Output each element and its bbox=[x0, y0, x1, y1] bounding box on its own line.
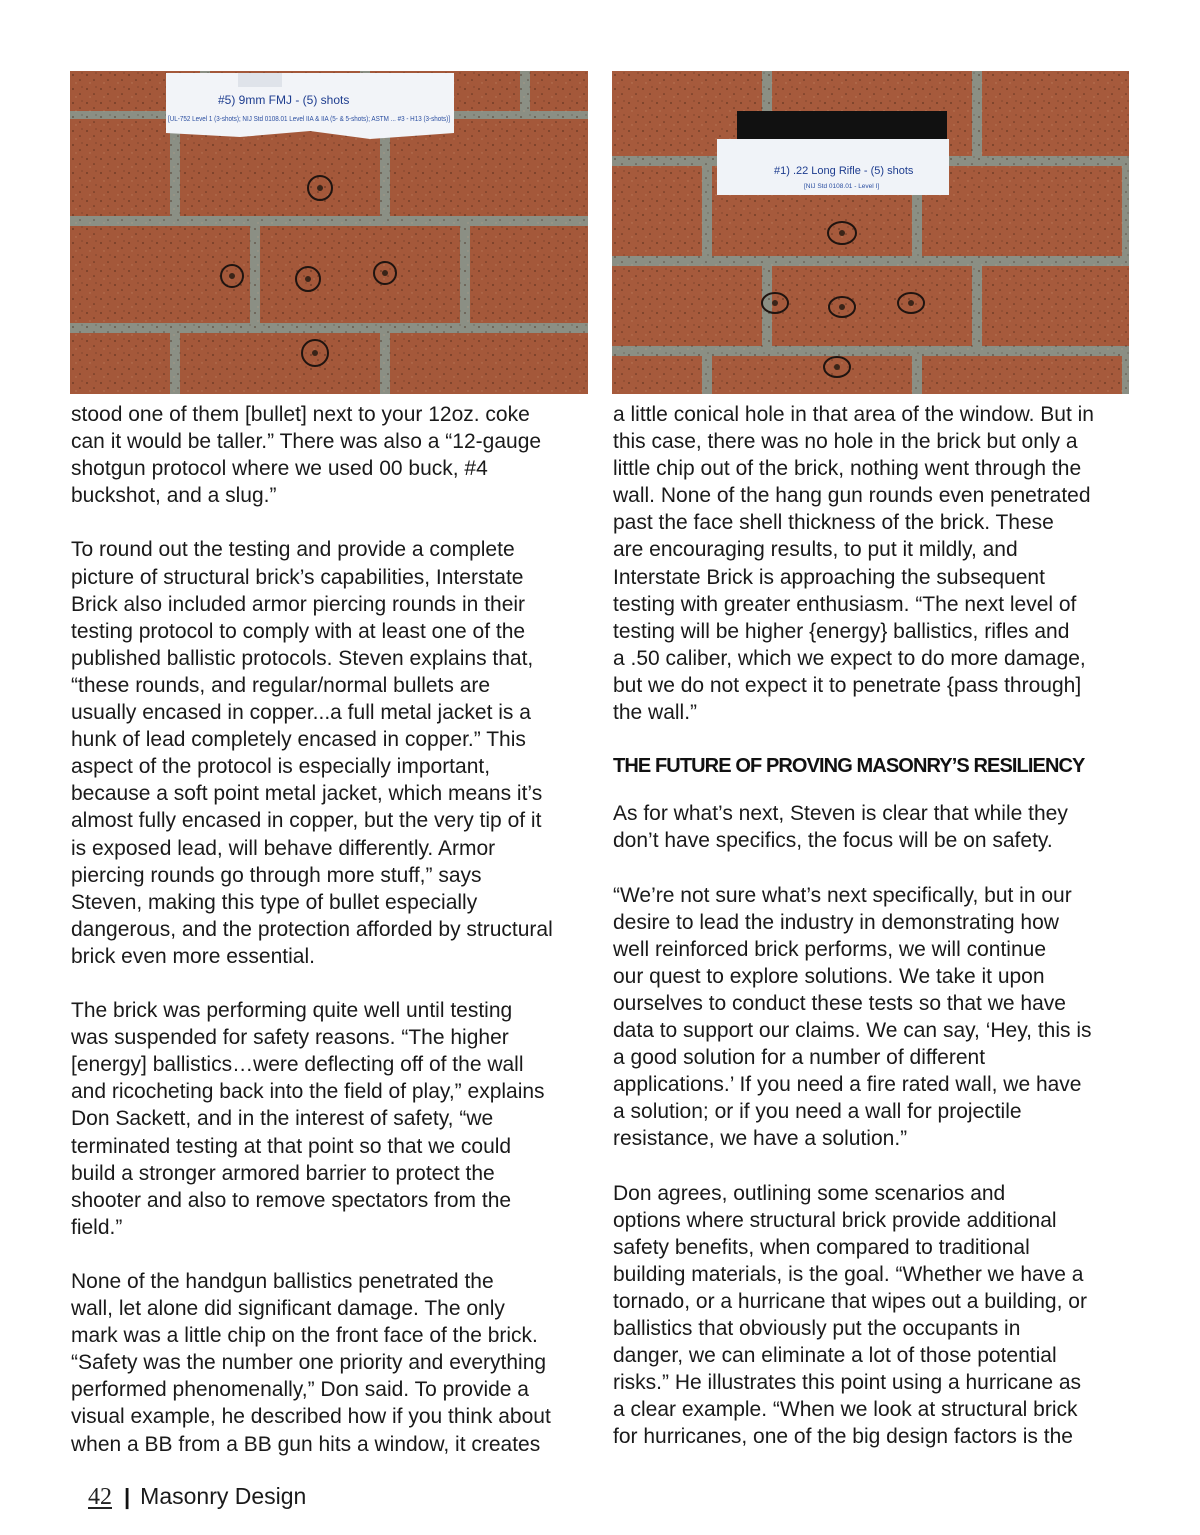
photo-brick-wall-22lr bbox=[612, 71, 1129, 394]
test-label bbox=[717, 111, 949, 195]
paragraph: To round out the testing and provide a complete picture of structural brick’s capabilities, Interstate Brick also included armor piercing rounds in their testing protocol to comply with at least one of the published ballistic protocols. Steven explains that, “these rounds, and regular/normal bullets are usually encased in copper...a full metal jacket is a hunk of lead completely encased in copper.” This aspect of the protocol is especially important, because a soft point metal jacket, which means it’s almost fully encased in copper, but the very tip of it is exposed lead, will behave differently. Armor piercing rounds go through more stuff,” says Steven, making this type of bullet especially dangerous, and the protection afforded by structural brick even more essential. bbox=[71, 538, 553, 968]
paragraph: “We’re not sure what’s next specifically, but in our desire to lead the industry in demonstrating how well reinforced brick performs, we will continue our quest to explore solutions. We take it upon ourselves to conduct these tests so that we have data to support our claims. We can say, ‘Hey, this is a good solution for a number of different applications.’ If you need a fire rated wall, we have a solution; or if you need a wall for projectile resistance, we have a solution.” bbox=[613, 883, 1092, 1151]
article-column-right bbox=[613, 401, 1135, 1478]
photo-brick-wall-9mm bbox=[70, 71, 588, 394]
article-column-left bbox=[71, 401, 593, 1485]
footer-separator: | bbox=[124, 1484, 131, 1509]
label-title: #5) 9mm FMJ - (5) shots bbox=[218, 93, 350, 107]
label-subtitle: [NIJ Std 0108.01 - Level I] bbox=[804, 183, 880, 190]
label-subtitle: [UL-752 Level 1 (3-shots); NIJ Std 0108.01 Level IIA & IIA (5- & 5-shots); ASTM ... #3 - H13 (3-shots)] bbox=[168, 114, 450, 123]
paragraph: None of the handgun ballistics penetrated the wall, let alone did significant damage. The only mark was a little chip on the front face of the brick. “Safety was the number one priority and everything performed phenomenally,” Don said. To provide a visual example, he described how if you think about when a BB from a BB gun hits a window, it creates bbox=[71, 1270, 551, 1456]
test-label bbox=[166, 73, 454, 139]
brick-wall-image bbox=[612, 71, 1129, 394]
label-title: #1) .22 Long Rifle - (5) shots bbox=[774, 165, 914, 177]
paragraph: As for what’s next, Steven is clear that while they don’t have specifics, the focus will be on safety. bbox=[613, 802, 1068, 853]
page-number: 42 bbox=[88, 1484, 112, 1510]
paragraph: a little conical hole in that area of the window. But in this case, there was no hole in the brick but only a little chip out of the brick, nothing went through the wall. None of the hang gun rounds even penetrated past the face shell thickness of the brick. These are encouraging results, to put it mildly, and Interstate Brick is approaching the subsequent testing with greater enthusiasm. “The next level of testing will be higher {energy} ballistics, rifles and a .50 caliber, which we expect to do more damage, but we do not expect it to penetrate {pass through] the wall.” bbox=[613, 403, 1094, 725]
page-footer bbox=[88, 1483, 306, 1513]
paragraph: Don agrees, outlining some scenarios and options where structural brick provide additional safety benefits, when compared to traditional building materials, is the goal. “Whether we have a tornado, or a hurricane that wipes out a building, or ballistics that obviously put the occupants in danger, we can eliminate a lot of those potential risks.” He illustrates this point using a hurricane as a clear example. “When we look at structural brick for hurricanes, one of the big design factors is the bbox=[613, 1181, 1087, 1449]
brick-wall-image bbox=[70, 71, 588, 394]
paragraph: The brick was performing quite well until testing was suspended for safety reasons. “The higher [energy] ballistics…were deflecting off of the wall and ricocheting back into the field of play,” explains Don Sackett, and in the interest of safety, “we terminated testing at that point so that we could build a stronger armored barrier to protect the shooter and also to remove spectators from the field.” bbox=[71, 999, 545, 1239]
publication-name: Masonry Design bbox=[140, 1483, 307, 1509]
section-heading: THE FUTURE OF PROVING MASONRY’S RESILIENCY bbox=[613, 755, 1085, 778]
paragraph: stood one of them [bullet] next to your 12oz. coke can it would be taller.” There was also a “12-gauge shotgun protocol where we used 00 buck, #4 buckshot, and a slug.” bbox=[71, 403, 542, 508]
